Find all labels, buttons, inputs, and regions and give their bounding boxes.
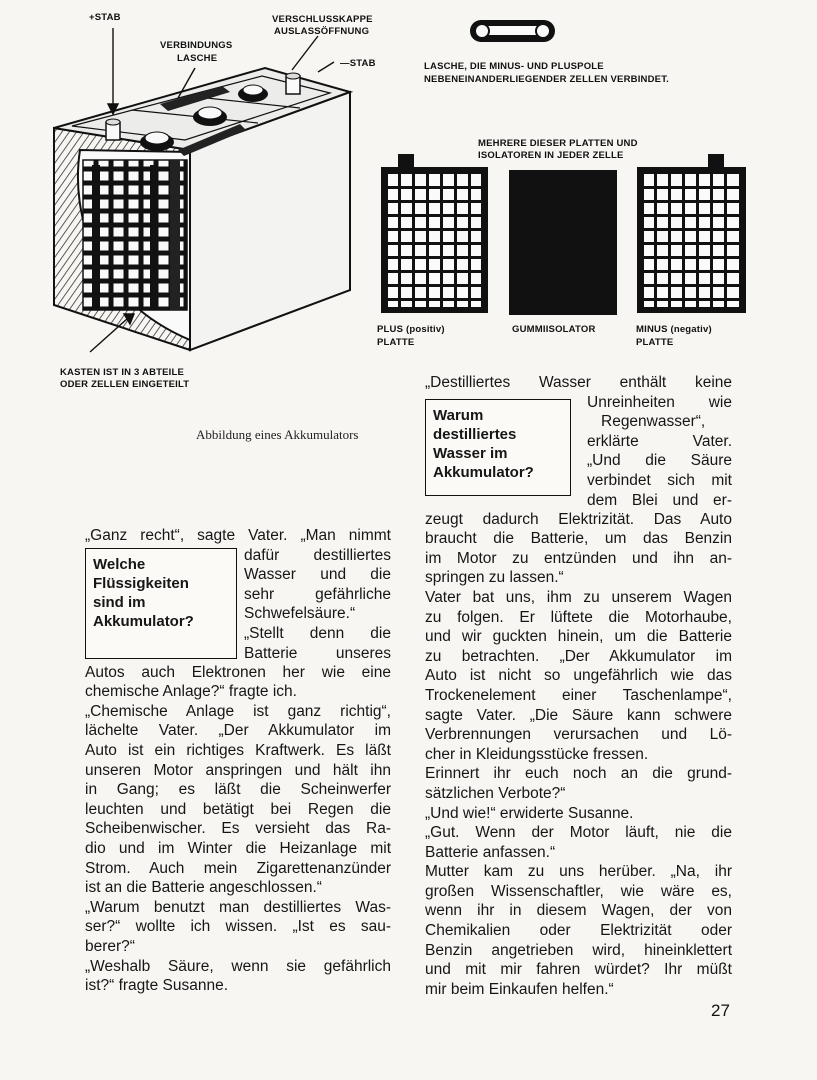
text-line: Erinnert ihr euch noch an die grund- bbox=[425, 765, 732, 783]
text-line: leuchten und betätigt bei Regen die bbox=[85, 800, 391, 818]
text-line: sehr gefährliche bbox=[244, 585, 391, 603]
text-line: ist?“ fragte Susanne. bbox=[85, 977, 229, 995]
text-line: lächelte Vater. „Der Akkumulator im bbox=[85, 722, 391, 740]
question-line: Wasser im bbox=[433, 444, 508, 462]
text-line: Autos auch Elektronen her wie eine bbox=[85, 663, 391, 681]
text-line: mir beim Einkaufen helfen.“ bbox=[425, 980, 614, 998]
label-minus-stab: —STAB bbox=[340, 58, 376, 69]
text-line: Chemikalien oder Elektrizität oder bbox=[425, 922, 732, 940]
question-line: Flüssigkeiten bbox=[93, 574, 189, 592]
text-line: cher in Kleidungsstücke fressen. bbox=[425, 745, 649, 763]
text-line: Batterie anfassen.“ bbox=[425, 843, 556, 861]
text-line: Scheibenwischer. Es versieht das Ra- bbox=[85, 820, 391, 838]
text-line: unseren Motor anspringen und hält ihn bbox=[85, 761, 391, 779]
label-vent: AUSLASSÖFFNUNG bbox=[274, 26, 370, 37]
text-line: zu folgen. Er lüftete die Motorhaube, bbox=[425, 608, 732, 626]
text-line: dafür destilliertes bbox=[244, 546, 391, 564]
text-line: dem Blei und er- bbox=[587, 491, 732, 509]
text-line: „Destilliertes Wasser enthält keine bbox=[425, 374, 732, 391]
text-line: „Ganz recht“, sagte Vater. „Man nimmt bbox=[85, 527, 391, 544]
text-line: „Warum benutzt man destilliertes Was- bbox=[85, 898, 391, 916]
text-line: großen Wissenschaftler, wie wäre es, bbox=[425, 882, 732, 900]
text-line: dio und im Winter die Heizanlage mit bbox=[85, 839, 391, 857]
text-line: erklärte Vater. bbox=[587, 432, 732, 450]
text-line: Batterie unseres bbox=[244, 644, 391, 662]
text-line: Benzin angetrieben wird, hineinklettert bbox=[425, 941, 732, 959]
text-line: Regenwasser“, bbox=[601, 413, 706, 431]
text-line: Verbrennungen verursachen und Lö- bbox=[425, 726, 732, 744]
question-line: sind im bbox=[93, 593, 146, 611]
question-line: Warum bbox=[433, 406, 484, 424]
text-line: Auto ist ein richtiges Kraftwerk. Es läßt bbox=[85, 741, 391, 759]
text-line: und wir guckten hinein, um die Batterie bbox=[425, 628, 732, 646]
page-number: 27 bbox=[711, 1001, 730, 1020]
text-line: springen zu lassen.“ bbox=[425, 569, 564, 587]
label-plus-stab: +STAB bbox=[89, 12, 121, 23]
label-plates-2: ISOLATOREN IN JEDER ZELLE bbox=[478, 150, 624, 161]
text-line: zu betrachten. „Der Akkumulator im bbox=[425, 647, 732, 665]
text-line: wenn ihr in diesem Wagen, der von bbox=[425, 902, 732, 920]
right-body-text bbox=[425, 510, 732, 1000]
left-column bbox=[85, 526, 391, 996]
text-line: „Weshalb Säure, wenn sie gefährlich bbox=[85, 957, 391, 975]
question-box-left bbox=[85, 548, 237, 659]
text-line: im Motor zu entzünden und ihn an- bbox=[425, 549, 732, 567]
question-line: Akkumulator? bbox=[433, 463, 534, 481]
label-strap-1: LASCHE, DIE MINUS- UND PLUSPOLE bbox=[424, 61, 604, 72]
label-minus-plate-1: MINUS (negativ) bbox=[636, 324, 712, 335]
text-line: „Und die Säure bbox=[587, 452, 732, 470]
text-line: Unreinheiten wie bbox=[587, 393, 732, 411]
text-line: berer?“ bbox=[85, 937, 135, 955]
label-connector: VERBINDUNGS bbox=[160, 40, 233, 51]
text-line: Auto ist nicht so ungefährlich wie das bbox=[425, 667, 732, 685]
text-line: Mutter kam zu uns herüber. „Na, ihr bbox=[425, 863, 732, 881]
rubber-insulator bbox=[509, 170, 617, 315]
text-line: braucht die Batterie, um das Benzin bbox=[425, 530, 732, 548]
text-line: chemische Anlage?“ fragte ich. bbox=[85, 683, 297, 701]
strap-icon bbox=[470, 20, 555, 42]
battery-case bbox=[54, 68, 350, 350]
label-plus-plate-1: PLUS (positiv) bbox=[377, 324, 445, 335]
text-line: Trockenelement einer Taschenlampe“, bbox=[425, 686, 732, 704]
label-insulator: GUMMIISOLATOR bbox=[512, 324, 596, 335]
label-plates-1: MEHRERE DIESER PLATTEN UND bbox=[478, 138, 638, 149]
right-column bbox=[425, 373, 732, 999]
label-connector-2: LASCHE bbox=[177, 53, 218, 64]
label-plus-plate-2: PLATTE bbox=[377, 337, 415, 348]
text-line: „Und wie!“ erwiderte Susanne. bbox=[425, 804, 634, 822]
text-line: Wasser und die bbox=[244, 566, 391, 584]
text-line: und mit mir fahren würdet? Ihr müßt bbox=[425, 961, 732, 979]
text-line: in Gang; es läßt die Scheinwerfer bbox=[85, 781, 391, 799]
text-line: „Stellt denn die bbox=[244, 624, 391, 642]
text-line: zeugt dadurch Elektrizität. Das Auto bbox=[425, 510, 732, 528]
left-body-text bbox=[85, 663, 391, 996]
text-line: verbindet sich mit bbox=[587, 471, 732, 489]
text-line: „Chemische Anlage ist ganz richtig“, bbox=[85, 702, 391, 720]
text-line: „Gut. Wenn der Motor läuft, nie die bbox=[425, 824, 732, 842]
label-strap-2: NEBENEINANDERLIEGENDER ZELLEN VERBINDET. bbox=[424, 74, 669, 85]
figure-caption: Abbildung eines Akkumulators bbox=[196, 427, 359, 442]
text-line: sagte Vater. „Die Säure kann schwere bbox=[425, 706, 732, 724]
question-line: Akkumulator? bbox=[93, 612, 194, 630]
text-line: sätzlichen Verbote?“ bbox=[425, 784, 566, 802]
label-case-2: ODER ZELLEN EINGETEILT bbox=[60, 379, 190, 390]
label-cap: VERSCHLUSSKAPPE bbox=[272, 14, 373, 25]
text-line: ist an die Batterie angeschlossen.“ bbox=[85, 879, 322, 897]
question-box-right bbox=[425, 399, 571, 496]
question-line: Welche bbox=[93, 555, 146, 573]
minus-plate bbox=[637, 154, 746, 313]
plus-plate bbox=[381, 154, 488, 313]
text-line: ser?“ wollte ich wissen. „Ist es sau- bbox=[85, 918, 391, 936]
label-case-1: KASTEN IST IN 3 ABTEILE bbox=[60, 367, 185, 378]
text-line: Schwefelsäure.“ bbox=[244, 605, 356, 623]
text-line: Strom. Auch mein Zigarettenanzünder bbox=[85, 859, 391, 877]
label-minus-plate-2: PLATTE bbox=[636, 337, 674, 348]
question-line: destilliertes bbox=[433, 425, 517, 443]
text-line: Vater bat uns, ihm zu unserem Wagen bbox=[425, 588, 732, 606]
